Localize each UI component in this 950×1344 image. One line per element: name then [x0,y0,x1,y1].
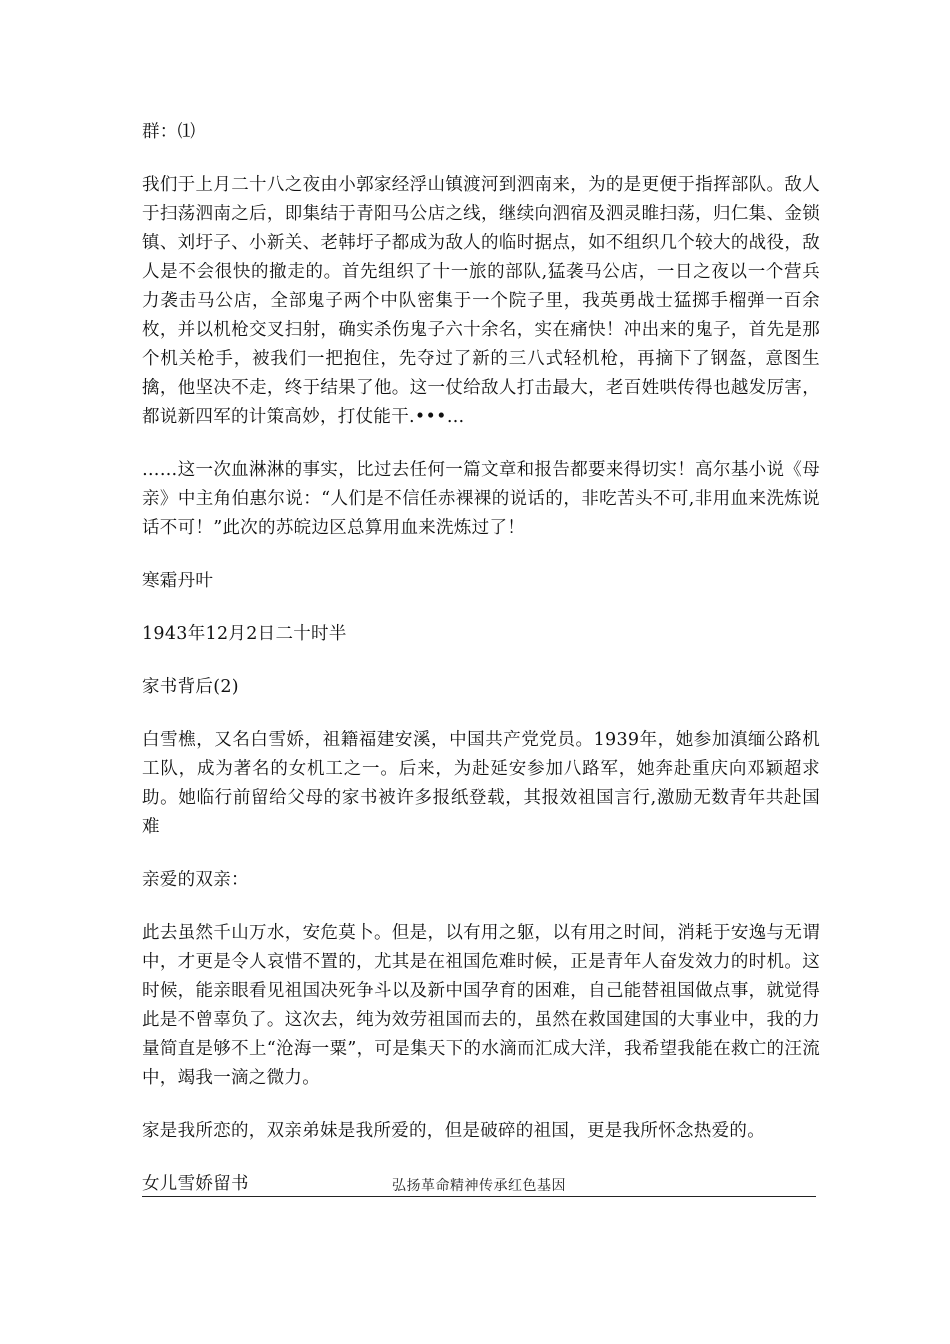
biography-paragraph: 白雪樵，又名白雪娇，祖籍福建安溪，中国共产党党员。1939年，她参加滇缅公路机工队，成为著名的女机工之一。后来，为赴延安参加八路军，她奔赴重庆向邓颖超求助。她临行前留给父母的家书被许多报纸登载，其报效祖国言行,激励无数青年共赴国难 [142,730,820,837]
section-heading: 家书背后(2) [142,677,239,697]
letter-signature: 寒霜丹叶 [142,571,214,591]
letter-paragraph-main: 此去虽然千山万水，安危莫卜。但是，以有用之躯，以有用之时间，消耗于安逸与无谓中，才更是令人哀惜不置的，尤其是在祖国危难时候，正是青年人奋发效力的时机。这时候，能亲眼看见祖国决死争斗以及新中国孕育的困难，自己能替祖国做点事，就觉得此是不曾辜负了。这次去，纯为效劳祖国而去的，虽然在救国建国的大事业中，我的力量简直是够不上“沧海一粟”，可是集天下的水滴而汇成大洋，我希望我能在救亡的汪流中，竭我一滴之微力。 [142,923,820,1088]
letter-paragraph-reflection: ……这一次血淋淋的事实，比过去任何一篇文章和报告都要来得切实！高尔基小说《母亲》中主角伯惠尔说：“人们是不信任赤裸裸的说话的，非吃苦头不可,非用血来洗炼说话不可！”此次的苏皖边区总算用血来洗炼过了！ [142,460,820,538]
page-footer: 弘扬革命精神传承红色基因 [142,1177,816,1197]
letter-paragraph-battle: 我们于上月二十八之夜由小郭家经浮山镇渡河到泗南来，为的是更便于指挥部队。敌人于扫荡泗南之后，即集结于青阳马公店之线，继续向泗宿及泗灵睢扫荡，归仁集、金锁镇、刘圩子、小新关、老韩圩子都成为敌人的临时据点，如不组织几个较大的战役，敌人是不会很快的撤走的。首先组织了十一旅的部队,猛袭马公店，一日之夜以一个营兵力袭击马公店，全部鬼子两个中队密集于一个院子里，我英勇战士猛掷手榴弹一百余枚，并以机枪交叉扫射，确实杀伤鬼子六十余名，实在痛快！冲出来的鬼子，首先是那个机关枪手，被我们一把抱住，先夺过了新的三八式轻机枪，再摘下了钢盔，意图生擒，他坚决不走，终于结果了他。这一仗给敌人打击最大，老百姓哄传得也越发厉害，都说新四军的计策高妙，打仗能干.•••… [142,175,820,427]
salutation-line: 群：⑴ [142,122,196,142]
letter-paragraph-closing: 家是我所恋的，双亲弟妹是我所爱的，但是破碎的祖国，更是我所怀念热爱的。 [142,1121,765,1141]
letter-greeting: 亲爱的双亲： [142,870,249,890]
document-body [142,118,820,1199]
letter-date: 1943年12月2日二十时半 [142,624,347,644]
letter-signoff: 女儿雪娇留书 [142,1174,249,1194]
